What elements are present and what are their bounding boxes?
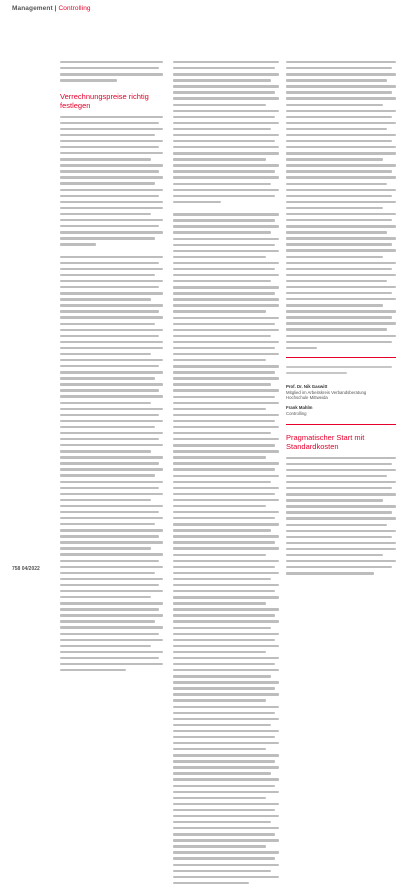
contact-name: Frank Mahlm [286,404,313,410]
section-heading-standard-costs: Pragmatischer Start mit Standardkosten [286,432,365,451]
page-footer: 758 04/2022 [12,566,40,572]
col2-paragraph-2 [173,213,279,884]
author-info [286,366,396,374]
col3-paragraph-2 [286,457,396,575]
col2-paragraph-1 [173,61,279,203]
text-column-3 [286,61,396,578]
col1-paragraph-2 [60,116,163,246]
col3-paragraph-1 [286,61,396,349]
contact-line: Mitglied im Arbeitskreis Verbandsberatung [286,389,367,395]
text-column-1 [60,61,163,675]
section-divider [286,357,396,358]
contact-block-1 [286,384,396,401]
col1-paragraph-3 [60,256,163,672]
contact-name: Prof. Dr. Nik Gaswitt [286,384,328,390]
section-divider [286,424,396,425]
header-title: Management [12,5,53,12]
header-section: Controlling [58,5,91,12]
section-heading-transfer-prices: Verrechnungspreise richtig festlegen [60,91,149,110]
header-separator: | [54,5,57,12]
page-header [12,5,91,12]
contact-block-2 [286,405,396,416]
text-column-2 [173,61,279,888]
col1-paragraph-1 [60,61,163,82]
contact-line: Hochschule Mittweida [286,395,328,401]
contact-line: Controlling [286,410,307,416]
